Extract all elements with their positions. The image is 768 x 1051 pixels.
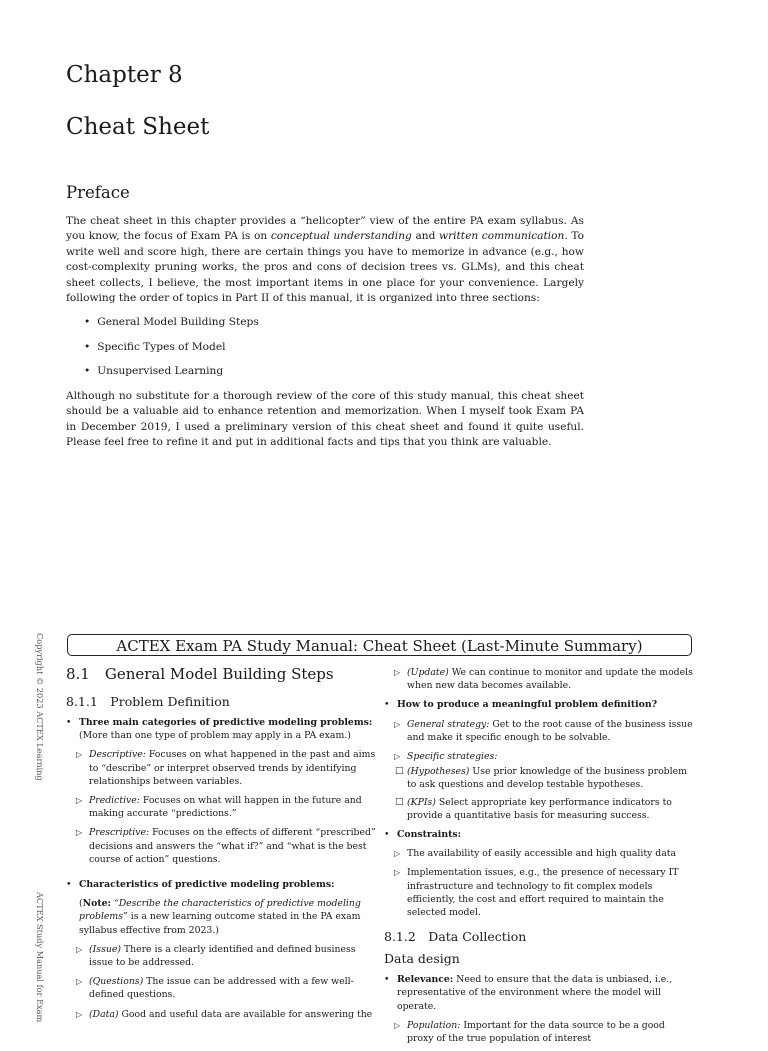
- text-run: Focuses on what will happen in the future and making accurate “predictions.”: [89, 795, 362, 820]
- chapter-title: Cheat Sheet: [66, 114, 210, 140]
- subsection-heading: 8.1.1 Problem Definition: [66, 694, 230, 709]
- item-label: (Data): [89, 1008, 119, 1020]
- section-list: [84, 314, 259, 388]
- text-run: There is a clearly identified and defined business issue to be addressed.: [89, 943, 356, 969]
- subsection-heading: 8.1.2 Data Collection: [384, 929, 527, 945]
- bold-text: Three main categories of predictive modeling problems:: [79, 717, 373, 728]
- chapter-label: Chapter 8: [66, 62, 183, 88]
- text-run: Focuses on the effects of different “prescribed” decisions and answers the “what if?” and “what is the best course of action” questions.: [89, 827, 376, 865]
- emphasis-text: written communication.: [439, 230, 568, 243]
- list-item: [66, 878, 378, 891]
- item-label: (Issue): [89, 943, 121, 955]
- list-item: [384, 1019, 694, 1045]
- cheat-sheet-banner: ACTEX Exam PA Study Manual: Cheat Sheet (Last-Minute Summary): [67, 634, 692, 656]
- item-label: (KPIs): [407, 796, 436, 808]
- item-label: (Questions): [89, 976, 144, 988]
- preface-paragraph-2: Although no substitute for a thorough review of the core of this study manual, this cheat sheet should be a valuable aid to enhance retention and memorization. When I myself took Exam PA in December 2019, I used a preliminary version of this cheat sheet and found it quite useful. Please feel free to refine it and put in additional facts and tips that you think are valuable.: [66, 390, 584, 449]
- text-run: Select appropriate key performance indicators to provide a quantitative basis for measuring success.: [407, 796, 672, 821]
- text-run: The issue can be addressed with a few well-defined questions.: [89, 976, 354, 1001]
- section-heading: 8.1 General Model Building Steps: [66, 665, 334, 683]
- list-item: [66, 826, 378, 866]
- text-run: is a new learning outcome stated in the PA exam syllabus effective from 2023.): [79, 911, 361, 936]
- bold-text: Constraints:: [397, 829, 462, 841]
- list-item: [384, 847, 694, 860]
- sub-item: [384, 765, 694, 791]
- right-column: [384, 666, 694, 1051]
- list-item: [384, 973, 694, 1013]
- item-label: (Update): [407, 667, 449, 678]
- emphasis-text: conceptual understanding: [270, 230, 412, 243]
- copyright-sidenote: Copyright © 2023 ACTEX Learning: [35, 633, 45, 781]
- item-label: (Hypotheses): [407, 766, 470, 778]
- text-run: Use prior knowledge of the business problem to ask questions and develop testable hypotheses.: [407, 766, 687, 791]
- item-label: Predictive:: [89, 795, 140, 807]
- item-label: Prescriptive:: [89, 827, 150, 839]
- preface-paragraph-1: [66, 214, 584, 306]
- text-run: (More than one type of problem may apply in a PA exam.): [79, 730, 351, 742]
- bold-text: How to produce a meaningful problem definition?: [397, 699, 658, 711]
- bold-text: Relevance:: [397, 974, 454, 986]
- item-label: Population:: [407, 1019, 461, 1031]
- list-item: [66, 1008, 378, 1021]
- text-run: We can continue to monitor and update the models when new data becomes available.: [407, 667, 693, 692]
- list-item: [384, 718, 694, 744]
- text-run: Good and useful data are available for answering the: [118, 1008, 373, 1020]
- item-label: Descriptive:: [89, 749, 146, 761]
- list-item: [66, 794, 378, 820]
- list-item: [66, 748, 378, 788]
- item-label: General strategy:: [407, 718, 490, 730]
- sub-item: [384, 796, 694, 822]
- list-item: [66, 943, 378, 969]
- paragraph-heading: Data design: [384, 951, 460, 967]
- text-run: Implementation issues, e.g., the presence of necessary IT infrastructure and technology to fit complex models efficiently, the cost and effort required to maintain the selected model.: [407, 867, 679, 919]
- note: [66, 897, 378, 937]
- list-item: • General Model Building Steps: [84, 314, 259, 339]
- bold-text: Note:: [82, 898, 111, 910]
- text-run: The availability of easily accessible and high quality data: [407, 848, 677, 860]
- list-item: • Unsupervised Learning: [84, 363, 259, 388]
- left-column: [66, 664, 378, 1027]
- list-item: [384, 866, 694, 919]
- item-label: Specific strategies:: [407, 751, 498, 763]
- manual-sidenote: ACTEX Study Manual for Exam: [35, 892, 45, 1023]
- list-item: [66, 975, 378, 1001]
- list-item: • Specific Types of Model: [84, 339, 259, 364]
- text-run: and: [411, 230, 440, 243]
- text-run: Need to ensure that the data is unbiased, i.e., representative of the environment where the model will operate.: [397, 974, 673, 1012]
- text-run: Focuses on what happened in the past and aims to “describe” or interpret observed trends by identifying relationships between variables.: [89, 749, 376, 787]
- list-item: [66, 716, 378, 742]
- text-run: Important for the data source to be a good proxy of the true population of interest: [407, 1019, 665, 1045]
- list-item: [384, 828, 694, 841]
- list-item: [384, 698, 694, 711]
- text-run: (: [79, 898, 83, 910]
- bold-text: Characteristics of predictive modeling problems:: [79, 879, 335, 891]
- preface-heading: Preface: [66, 183, 130, 202]
- text-run: The cheat sheet in this chapter provides a “helicopter” view of the entire PA exam syllabus. As you know, the focus of Exam PA is on: [66, 215, 584, 243]
- text-run: To write well and score high, there are certain things you have to memorize in advance (e.g., how cost-complexity pruning works, the pros and cons of decision trees vs. GLMs), and this cheat sheet collects, I believe, the most important items in one place for your convenience. Largely following the order of topics in Part II of this manual, it is organized into three sections:: [66, 230, 584, 305]
- text-run: Get to the root cause of the business issue and make it specific enough to be solvable.: [407, 718, 693, 743]
- list-item: [384, 750, 694, 763]
- emphasis-text: “Describe the characteristics of predictive modeling problems”: [79, 898, 361, 923]
- list-item: [384, 666, 694, 692]
